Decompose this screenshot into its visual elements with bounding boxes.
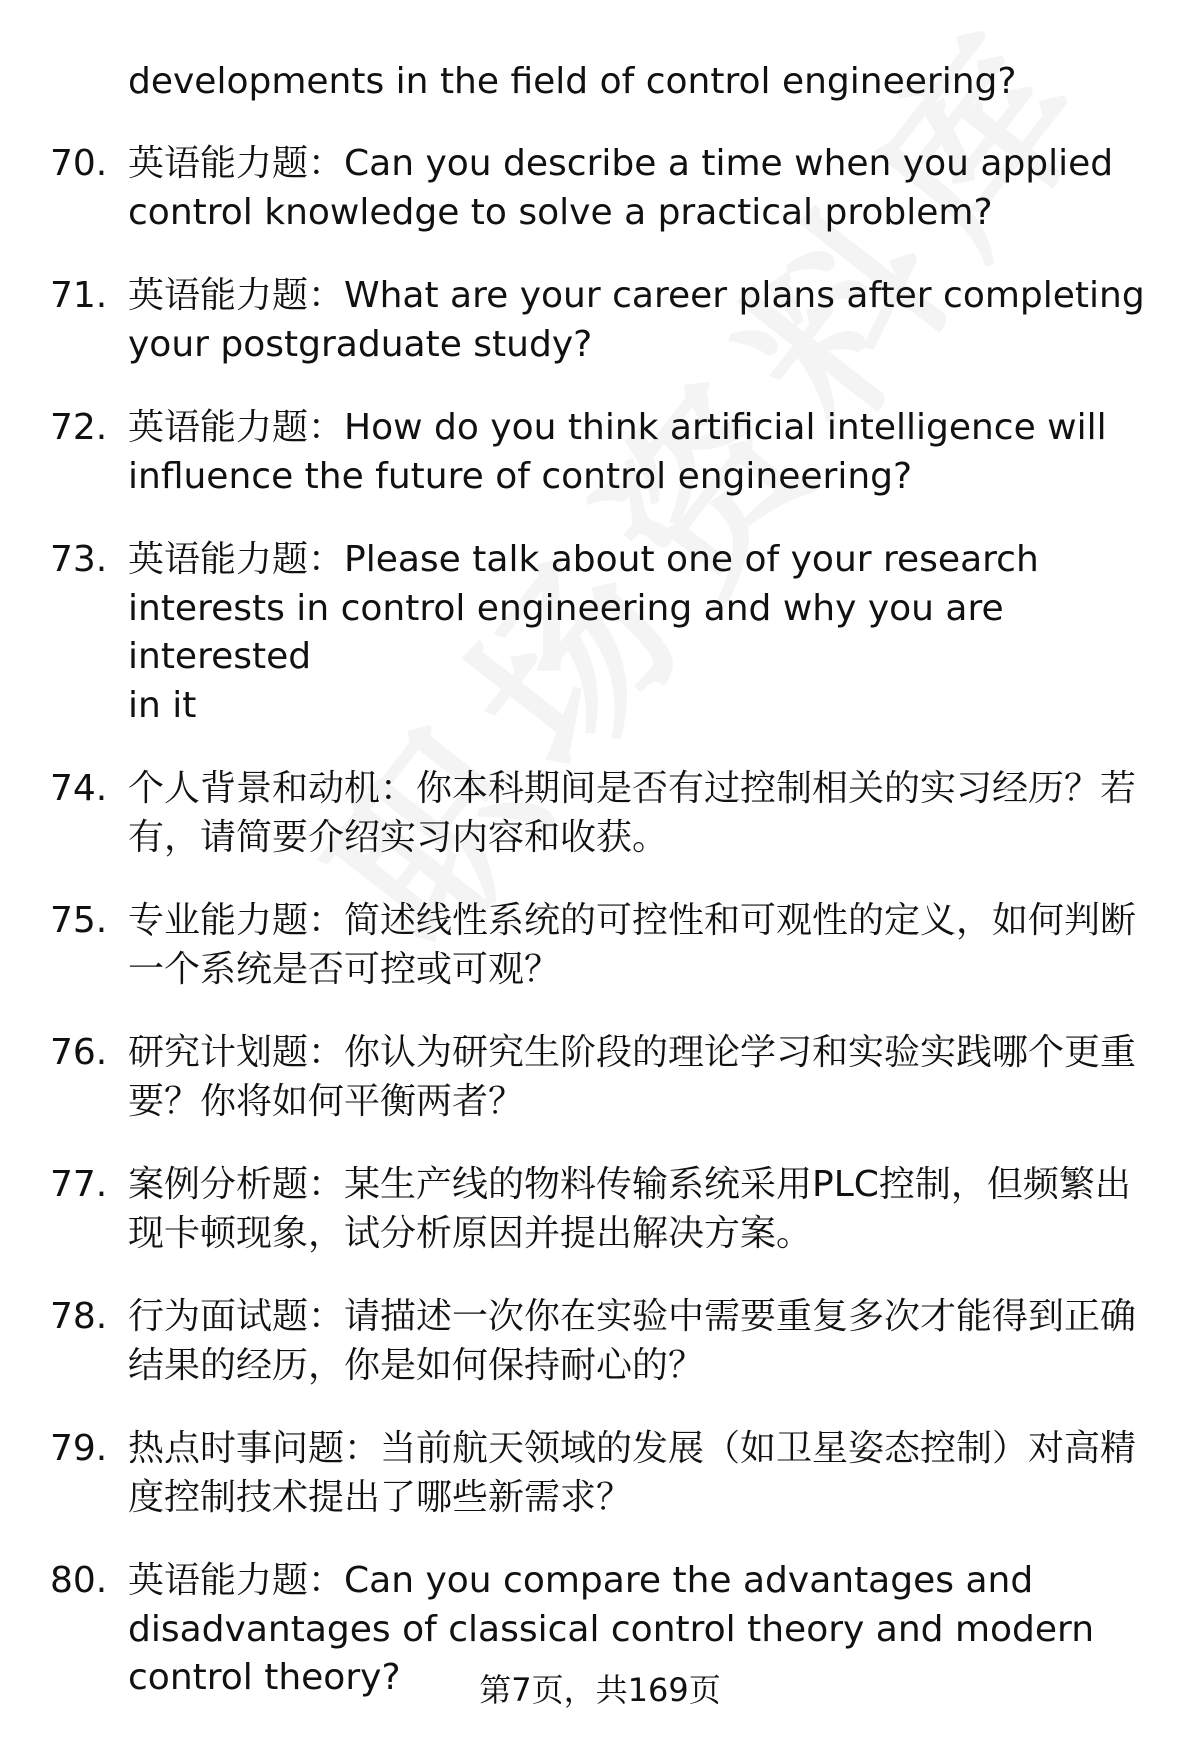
question-text: 行为面试题：请描述一次你在实验中需要重复多次才能得到正确 结果的经历，你是如何保持耐心的？ [128,1296,1137,1386]
question-number: 76. [50,1032,108,1073]
question-text: 专业能力题：简述线性系统的可控性和可观性的定义，如何判断 一个系统是否可控或可观？ [128,900,1137,990]
question-number: 71. [50,275,108,316]
continued-question-text: developments in the field of control engineering? [128,61,1017,102]
question-number: 75. [50,900,108,941]
question-item-77 [50,1161,1160,1258]
question-item-76 [50,1029,1160,1126]
question-number: 73. [50,539,108,580]
question-number: 78. [50,1296,108,1337]
question-number: 72. [50,407,108,448]
question-number: 77. [50,1164,108,1205]
question-item-70 [50,140,1160,237]
question-text: 英语能力题：Please talk about one of your research interests in control engineering and why you are interested in it [128,539,1039,726]
page-footer: 第7页，共169页 [479,1671,721,1709]
question-text: 热点时事问题：当前航天领域的发展（如卫星姿态控制）对高精 度控制技术提出了哪些新需求？ [128,1428,1137,1518]
question-item-75 [50,897,1160,994]
question-text: 英语能力题：Can you describe a time when you applied control knowledge to solve a practical problem? [128,143,1114,233]
question-number: 70. [50,143,108,184]
question-text: 研究计划题：你认为研究生阶段的理论学习和实验实践哪个更重 要？你将如何平衡两者？ [128,1032,1137,1122]
question-number: 79. [50,1428,108,1469]
question-text: 英语能力题：What are your career plans after completing your postgraduate study? [128,275,1145,365]
question-item-73 [50,536,1160,730]
question-number: 80. [50,1560,108,1601]
question-text: 个人背景和动机：你本科期间是否有过控制相关的实习经历？若 有，请简要介绍实习内容和收获。 [128,768,1137,858]
question-item-74 [50,765,1160,862]
question-item-79 [50,1425,1160,1522]
question-item-71 [50,272,1160,369]
question-text: 英语能力题：How do you think artificial intelligence will influence the future of control engineering? [128,407,1107,497]
question-number: 74. [50,768,108,809]
question-item-78 [50,1293,1160,1390]
question-list [50,140,1160,1738]
question-item-72 [50,404,1160,501]
question-text: 英语能力题：Can you compare the advantages and disadvantages of classical control theory and modern control theory? [128,1560,1095,1698]
question-text: 案例分析题：某生产线的物料传输系统采用PLC控制，但频繁出 现卡顿现象，试分析原因并提出解决方案。 [128,1164,1131,1254]
